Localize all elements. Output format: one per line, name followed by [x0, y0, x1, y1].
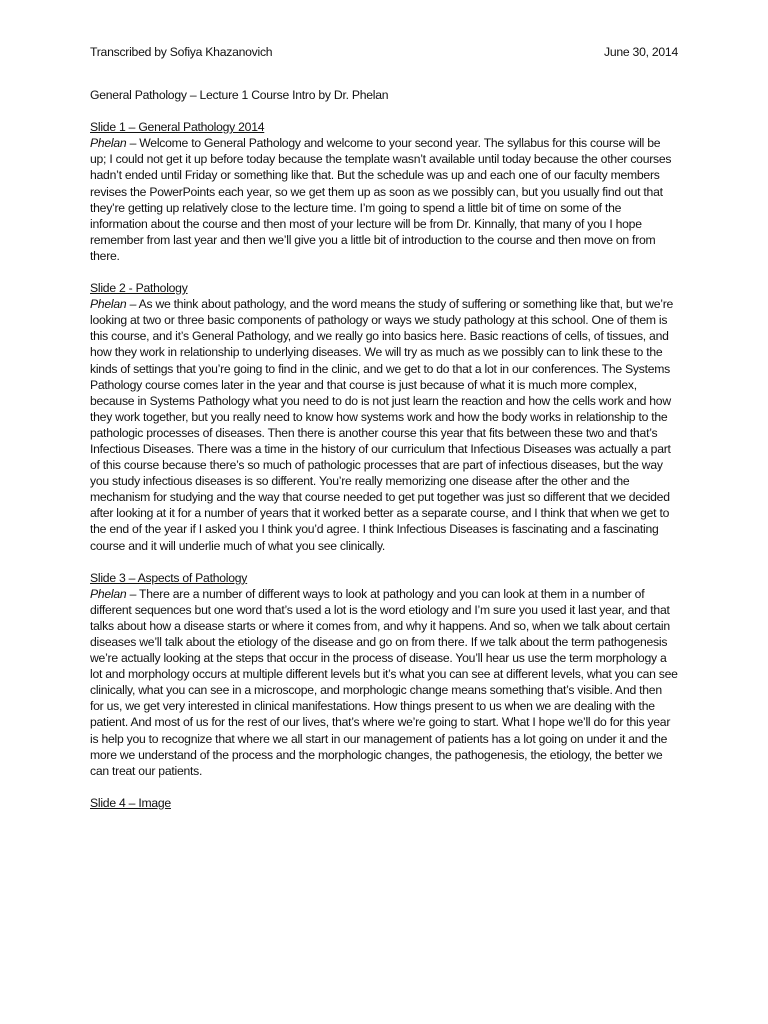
slide-text: – As we think about pathology, and the word means the study of suffering or something like that, but we’re looking at two or three basic components of pathology or ways we study pathology at this school. One of them is this course, and it’s General Pathology, and we really go into basics here. Basic reactions of cells, of tissues, and how they work in relationship to underlying diseases. We will try as much as we possibly can to link these to the kinds of settings that you’re going to find in the clinic, and we get to do that a lot in our conferences. The Systems Pathology course comes later in the year and that course is just because of what it is much more complex, because in Systems Pathology what you need to do is not just learn the reaction and how the cells work and how they work together, but you really need to know how systems work and how the body works in relationship to the pathologic processes of diseases. Then there is another course this year that fits between these two and that’s Infectious Diseases. There was a time in the history of our curriculum that Infectious Diseases was actually a part of this course because there’s so much of pathologic processes that are part of infectious diseases, but the way you study infectious diseases is so different. You’re really memorizing one disease after the other and the mechanism for studying and the way that course needed to get put together was just so different that we decided after looking at it for a number of years that it worked better as a separate course, and I think that when we get to the end of the year if I asked you I think you’d agree. I think Infectious Diseases is fascinating and a fascinating course and it will underlie much of what you see clinically. [90, 297, 674, 553]
speaker-name: Phelan [90, 297, 127, 312]
document-page [90, 44, 678, 811]
document-title: General Pathology – Lecture 1 Course Intro by Dr. Phelan [90, 88, 389, 103]
slide-body [90, 296, 678, 554]
speaker-name: Phelan [90, 136, 127, 151]
slide-heading: Slide 3 – Aspects of Pathology [90, 570, 248, 585]
document-date: June 30, 2014 [603, 45, 678, 59]
slide-heading: Slide 4 – Image [90, 795, 171, 810]
slide-text: – There are a number of different ways to look at pathology and you can look at them in a number of different sequences but one word that’s used a lot is the word etiology and I’m sure you used it last year, and that talks about how a disease starts or where it comes from, and why it happens. And so, when we talk about certain diseases we’ll talk about the etiology of the disease and go on from there. If we talk about the term pathogenesis we’re actually looking at the steps that occur in the process of disease. You’ll hear us use the term morphology a lot and morphology occurs at multiple different levels but it’s what you can see at different levels, what you can see clinically, what you can see in a microscope, and morphologic change means something that’s visible. And then for us, we get very interested in clinical manifestations. How things present to us when we are dealing with the patient. And most of us for the rest of our lives, that’s where we’re going to start. What I hope we’ll do for this year is help you to recognize that where we all start in our management of patients has a lot going on under it and the more we understand of the process and the morphologic changes, the pathogenesis, the etiology, the better we can treat our patients. [90, 586, 678, 778]
slide-body [90, 135, 678, 264]
slide-section [90, 570, 678, 779]
slide-heading: Slide 2 - Pathology [90, 281, 188, 296]
slide-section [90, 280, 678, 554]
slide-text: – Welcome to General Pathology and welcome to your second year. The syllabus for this course will be up; I could not get it up before today because the template wasn’t available until today because the other courses hadn’t ended until Friday or something like that. But the schedule was up and each one of our faculty members revises the PowerPoints each year, so we get them up as soon as we possibly can, but you usually find out that they’re getting up relatively close to the lecture time. I’m going to spend a little bit of time on some of the information about the course and then most of your lecture will be from Dr. Kinnally, that many of you I hope remember from last year and then we’ll give you a little bit of introduction to the course and then move on from there. [90, 136, 672, 263]
speaker-name: Phelan [90, 586, 127, 601]
slide-section [90, 795, 678, 811]
transcriber-credit: Transcribed by Sofiya Khazanovich [90, 45, 273, 59]
slide-body [90, 586, 678, 779]
document-header [90, 44, 678, 60]
slide-section [90, 119, 678, 264]
slide-heading: Slide 1 – General Pathology 2014 [90, 120, 265, 135]
